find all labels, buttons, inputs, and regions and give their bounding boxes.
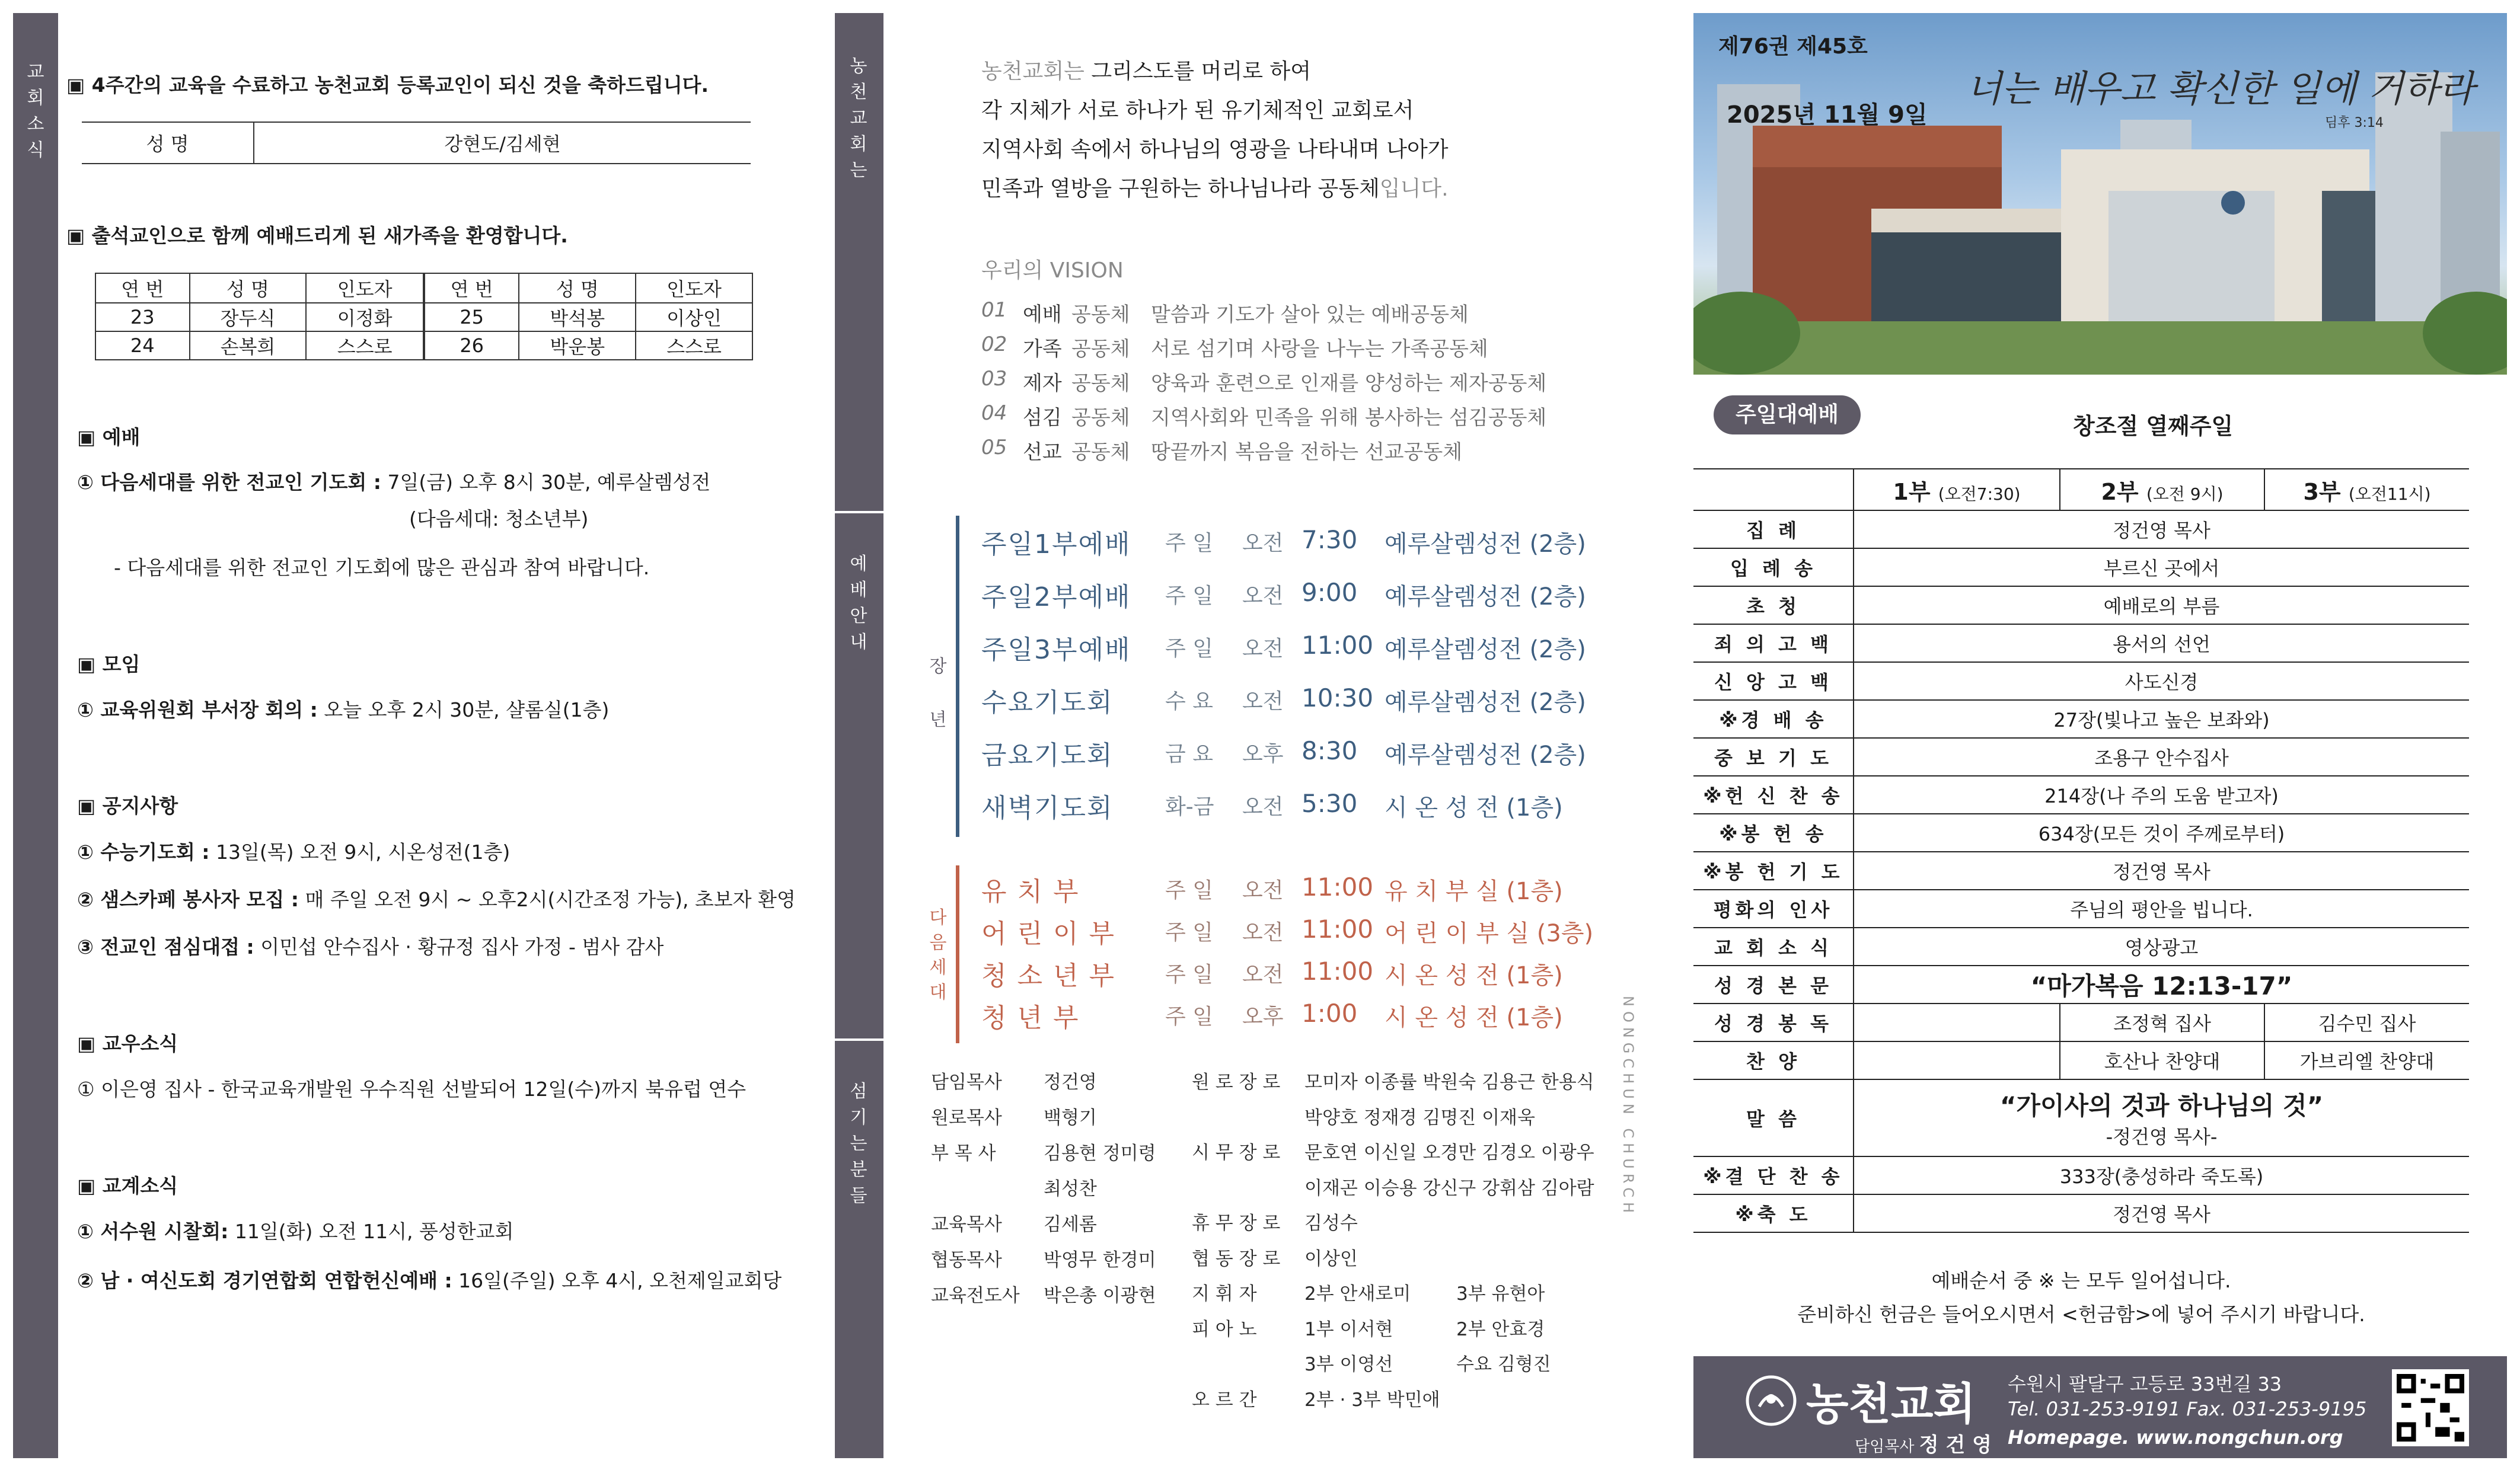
service-place: 유 치 부 실 (1층) [1385,878,1563,905]
notice-item-1 [77,837,510,865]
staff-names: 정건영 [1044,1072,1097,1093]
district-item-2-text: 16일(주일) 오후 4시, 오천제일교회당 [452,1269,782,1292]
staff-names: 최성찬 [1044,1178,1097,1200]
staff-names: 2부 안새로미 [1304,1283,1411,1305]
notice-item-1-text: 13일(목) 오전 9시, 시온성전(1층) [209,841,511,864]
service-ampm: 오전 [1242,531,1284,555]
notice-item-2-label: ② 샘스카페 봉사자 모집 : [77,888,299,911]
vision-description: 지역사회와 민족을 위해 봉사하는 섬김공동체 [1151,406,1547,430]
church-address: 수원시 팔달구 고등로 33번길 33 [2008,1373,2282,1395]
order-row [1693,1004,2469,1041]
order-header-3-sub: (오전11시) [2348,484,2431,504]
sidebar-char: 세 [929,957,947,978]
staff-role: 지 휘 자 [1192,1283,1257,1305]
district-item-1-text: 11일(화) 오전 11시, 풍성한교회 [228,1220,514,1243]
notice-item-3 [77,932,664,960]
staff-role: 협 동 장 로 [1192,1248,1281,1270]
order-header-empty [1693,469,1854,510]
sidebar-char: 다 [929,907,947,928]
vision-keyword: 선교 [1023,440,1062,464]
order-value: 사도신경 [1854,662,2469,700]
service-name: 주일2부예배 [981,582,1131,612]
church-phone: Tel. 031-253-9191 Fax. 031-253-9195 [2008,1398,2367,1420]
service-place: 시 온 성 전 (1층) [1385,1004,1563,1031]
order-value: 부르신 곳에서 [1854,548,2469,586]
district-item-1-label: ① 서수원 시찰회: [77,1220,229,1243]
worship-item-1-text: 7일(금) 오후 8시 30분, 예루살렘성전 [381,471,711,494]
sidebar-label-next-gen [925,906,951,1005]
order-row [1693,624,2469,662]
service-time: 11:00 [1302,873,1374,902]
service-name: 주일1부예배 [981,529,1131,560]
order-value: 예배로의 부름 [1854,586,2469,624]
service-time: 11:00 [1302,957,1374,986]
date-label: 2025년 11월 9일 [1727,101,1928,129]
order-header-3 [2264,469,2469,510]
sidebar-char: 장 [929,656,947,677]
church-footer [1693,1356,2507,1458]
church-name: 농천교회 [1806,1379,1976,1430]
order-row [1693,966,2469,1004]
newcomer-cell: 스스로 [306,331,424,360]
order-value: 27장(빛나고 높은 보좌와) [1854,700,2469,738]
service-title: 창조절 열째주일 [2073,413,2234,439]
staff-role: 교육전도사 [931,1285,1020,1306]
service-day: 주 일 [1165,878,1213,903]
sidebar-char: 섬 [850,1081,867,1102]
staff-names: 이재곤 이승용 강신구 강휘삼 김아람 [1304,1177,1594,1199]
service-name: 유 치 부 [981,877,1080,907]
service-day: 수 요 [1165,689,1213,714]
intro-part: 지역사회 속에서 하나님의 영광을 나타내며 나아가 [981,138,1449,162]
staff-names: 김성수 [1304,1213,1358,1234]
order-row [1693,662,2469,700]
order-row [1693,1041,2469,1079]
service-ampm: 오전 [1242,637,1284,661]
order-header-row [1693,469,2469,510]
staff-role: 원로목사 [931,1107,1002,1129]
worship-item-1-sub: (다음세대: 청소년부) [409,507,589,531]
order-value: 영상광고 [1854,928,2469,966]
volume-label: 제76권 제45호 [1718,34,1868,59]
service-place: 예루살렘성전 (2층) [1385,583,1586,611]
worship-item-1-label: ① 다음세대를 위한 전교인 기도회 : [77,471,381,494]
newcomer-cell: 26 [424,331,519,360]
sidebar-char: 회 [850,134,867,155]
order-row [1693,776,2469,814]
order-label: 집 례 [1693,510,1854,548]
service-day: 주 일 [1165,531,1213,555]
registered-notice: ▣ 4주간의 교육을 수료하고 농천교회 등록교인이 되신 것을 축하드립니다. [66,74,709,97]
district-item-1 [77,1216,513,1244]
order-value: 용서의 선언 [1854,624,2469,662]
sidebar-divider [835,1038,883,1041]
vision-keyword-suffix: 공동체 [1071,406,1130,430]
notices-section-title: ▣ 공지사항 [77,794,178,817]
vision-keyword: 가족 [1023,337,1062,361]
service-time: 11:00 [1302,915,1374,944]
order-label: 말 씀 [1693,1079,1854,1156]
staff-names: 수요 김형진 [1456,1354,1551,1375]
order-label: ※봉 헌 송 [1693,814,1854,852]
sidebar-char: 교 [27,62,44,82]
intro-line-4 [981,172,1449,202]
order-header-1-sub: (오전7:30) [1938,484,2021,504]
qr-code-icon[interactable] [2392,1369,2469,1446]
newcomer-cell: 스스로 [636,331,752,360]
sidebar-char: 기 [850,1107,867,1128]
service-day: 화-금 [1165,795,1214,819]
service-ampm: 오후 [1242,1005,1284,1029]
staff-names: 2부 · 3부 박민애 [1304,1389,1440,1411]
service-name: 금요기도회 [981,740,1114,771]
intro-part: 그리스도를 머리로 하여 [1091,59,1311,84]
order-label: 초 청 [1693,586,1854,624]
members-section-title: ▣ 교우소식 [77,1032,178,1055]
order-value: “마가복음 12:13-17” [1854,966,2469,1004]
welcome-notice: ▣ 출석교인으로 함께 예배드리게 된 새가족을 환영합니다. [66,224,568,247]
service-place: 예루살렘성전 (2층) [1385,636,1586,663]
order-value: 주님의 평안을 빕니다. [1854,890,2469,928]
qr-pattern [2397,1374,2464,1442]
meeting-section-title: ▣ 모임 [77,653,141,676]
newcomer-cell: 장두식 [190,303,307,331]
service-badge: 주일대예배 [1714,395,1861,434]
service-place: 예루살렘성전 (2층) [1385,742,1586,769]
order-row [1693,814,2469,852]
newcomer-header: 연 번 [95,273,190,303]
newcomer-header: 성 명 [519,273,636,303]
vision-keyword-suffix: 공동체 [1071,372,1130,395]
service-day: 주 일 [1165,637,1213,661]
registered-table [82,122,751,164]
intro-line-1 [981,55,1311,85]
order-row [1693,548,2469,586]
newcomer-cell: 손복희 [190,331,307,360]
service-ampm: 오전 [1242,795,1284,819]
order-header-1-main: 1부 [1893,478,1931,505]
vision-title: 우리의 VISION [981,258,1124,283]
meeting-item-1-text: 오늘 오후 2시 30분, 샬롬실(1층) [317,698,610,721]
order-header-2-sub: (오전 9시) [2146,484,2224,504]
newcomer-header: 성 명 [190,273,307,303]
sermon-cell [1854,1079,2469,1156]
sermon-speaker: -정건영 목사- [2106,1126,2218,1148]
order-value: 정건영 목사 [1854,852,2469,890]
vision-number: 03 [981,367,1007,391]
staff-role: 교육목사 [931,1214,1002,1235]
pastor-line [1855,1429,1992,1458]
staff-names: 2부 안효경 [1456,1318,1545,1340]
district-item-2-label: ② 남 · 여신도회 경기연합회 연합헌신예배 : [77,1269,452,1292]
order-value: 정건영 목사 [1854,510,2469,548]
newcomer-cell: 박석봉 [519,303,636,331]
newcomer-cell: 박운봉 [519,331,636,360]
intro-line-3 [981,133,1449,163]
newcomer-cell: 25 [424,303,519,331]
vision-keyword-suffix: 공동체 [1071,337,1130,361]
church-logo-icon [1744,1374,1798,1427]
order-header-3-main: 3부 [2303,478,2341,505]
vision-keyword-suffix: 공동체 [1071,440,1130,464]
order-value-empty [1854,1004,2060,1041]
sidebar-divider [835,511,883,513]
staff-names: 3부 유현아 [1456,1283,1545,1305]
staff-role: 협동목사 [931,1250,1002,1271]
staff-names: 3부 이영선 [1304,1354,1393,1375]
service-ampm: 오전 [1242,584,1284,608]
vision-number: 02 [981,333,1007,356]
newcomer-cell: 이정화 [306,303,424,331]
staff-role: 담임목사 [931,1072,1002,1093]
members-item-1: ① 이은영 집사 - 한국교육개발원 우수직원 선발되어 12일(수)까지 북유럽 연수 [77,1078,747,1101]
service-place: 예루살렘성전 (2층) [1385,531,1586,558]
vision-keyword-suffix: 공동체 [1071,303,1130,327]
sidebar-char: 농 [850,56,867,76]
service-ampm: 오전 [1242,921,1284,945]
sidebar-char: 는 [850,160,867,181]
staff-role: 시 무 장 로 [1192,1142,1281,1164]
newcomer-header: 인도자 [636,273,752,303]
left-sidebar [13,13,58,1458]
order-label: ※결 단 찬 송 [1693,1156,1854,1194]
order-label: 입 례 송 [1693,548,1854,586]
service-time: 8:30 [1302,736,1358,765]
newcomer-header: 인도자 [306,273,424,303]
order-label: ※축 도 [1693,1194,1854,1232]
vision-number: 04 [981,401,1007,425]
offering-note: 준비하신 헌금은 들어오시면서 <헌금함>에 넣어 주시기 바랍니다. [1797,1303,2365,1326]
sidebar-char: 대 [929,982,947,1003]
vision-description: 서로 섬기며 사랑을 나누는 가족공동체 [1151,337,1488,361]
order-label: 평화의 인사 [1693,890,1854,928]
sidebar-char: 분 [850,1159,867,1180]
order-row [1693,1156,2469,1194]
service-name: 새벽기도회 [981,793,1114,823]
order-row-sermon [1693,1079,2469,1156]
service-name: 주일3부예배 [981,635,1131,665]
sidebar-label-servants [846,1079,872,1209]
service-day: 주 일 [1165,1005,1213,1029]
service-time: 10:30 [1302,683,1374,712]
service-time: 11:00 [1302,631,1374,660]
intro-part: 입니다. [1379,177,1449,201]
order-label: 중 보 기 도 [1693,738,1854,776]
order-label: 성 경 본 문 [1693,966,1854,1004]
sidebar-char: 식 [27,140,44,161]
staff-names: 1부 이서현 [1304,1318,1393,1340]
order-label: 성 경 봉 독 [1693,1004,1854,1041]
staff-names: 모미자 이종률 박원숙 김용근 한용식 [1304,1072,1594,1093]
left-sidebar-label [23,59,49,164]
sidebar-char: 천 [850,82,867,103]
worship-section-title: ▣ 예배 [77,426,141,449]
order-value: 214장(나 주의 도움 받고자) [1854,776,2469,814]
vision-description: 양육과 훈련으로 인재를 양성하는 제자공동체 [1151,372,1547,395]
vision-number: 01 [981,298,1007,322]
service-day: 주 일 [1165,963,1213,987]
order-label: ※헌 신 찬 송 [1693,776,1854,814]
motto-reference: 딤후 3:14 [2325,116,2384,130]
order-value: 333장(충성하라 죽도록) [1854,1156,2469,1194]
service-name: 청 년 부 [981,1003,1080,1033]
service-name: 어 린 이 부 [981,919,1115,949]
notice-item-3-text: 이민섭 안수집사 · 황규정 집사 가정 - 범사 감사 [254,935,664,958]
sidebar-char: 년 [929,710,947,730]
order-value: 호산나 찬양대 [2060,1041,2264,1079]
newcomer-cell: 24 [95,331,190,360]
order-value: 634장(모든 것이 주께로부터) [1854,814,2469,852]
service-day: 주 일 [1165,921,1213,945]
cover-image [1693,13,2507,375]
service-time: 1:00 [1302,999,1358,1028]
registered-label: 성 명 [82,122,254,164]
sidebar-char: 회 [27,88,44,108]
order-label: 찬 양 [1693,1041,1854,1079]
order-row [1693,852,2469,890]
service-time: 7:30 [1302,525,1358,554]
vision-description: 말씀과 기도가 살아 있는 예배공동체 [1151,303,1469,327]
sidebar-char: 배 [850,580,867,600]
district-section-title: ▣ 교계소식 [77,1174,178,1197]
order-of-service-table [1693,468,2469,1233]
sidebar-char: 소 [27,114,44,135]
order-header-2 [2060,469,2264,510]
order-value-empty [1854,1041,2060,1079]
vision-keyword: 예배 [1023,303,1062,327]
order-label: ※봉 헌 기 도 [1693,852,1854,890]
pastor-name: 정 건 영 [1919,1433,1992,1457]
vision-description: 땅끝까지 복음을 전하는 선교공동체 [1151,440,1463,464]
staff-names: 박영무 한경미 [1044,1250,1156,1271]
sidebar-label-adult [925,640,951,747]
order-row [1693,890,2469,928]
order-row [1693,738,2469,776]
sidebar-char: 내 [850,632,867,653]
notice-item-3-label: ③ 전교인 점심대접 : [77,935,254,958]
registered-value: 강현도/김세현 [254,122,751,164]
vision-keyword: 제자 [1023,372,1062,395]
order-row [1693,1194,2469,1232]
staff-role: 오 르 간 [1192,1389,1257,1411]
order-value: 조정혁 집사 [2060,1004,2264,1041]
meeting-item-1-label: ① 교육위원회 부서장 회의 : [77,698,318,721]
order-header-1 [1854,469,2060,510]
sidebar-label-about [846,53,872,184]
worship-item-1 [77,467,710,495]
service-name: 수요기도회 [981,688,1114,718]
intro-part: 농천교회는 [981,59,1092,84]
service-time: 9:00 [1302,578,1358,607]
pastor-label: 담임목사 [1855,1438,1915,1456]
sidebar-char: 음 [929,932,947,953]
order-value: 정건영 목사 [1854,1194,2469,1232]
order-label: ※경 배 송 [1693,700,1854,738]
sidebar-label-worship-guide [846,551,872,656]
sermon-title: “가이사의 것과 하나님의 것” [1999,1091,2324,1120]
youth-bar [956,865,959,1043]
staff-names: 박양호 정재경 김명진 이재욱 [1304,1107,1535,1129]
staff-names: 박은총 이광현 [1044,1285,1156,1306]
service-place: 어 린 이 부 실 (3층) [1385,920,1594,947]
sidebar-char: 는 [850,1133,867,1154]
newcomer-cell: 23 [95,303,190,331]
church-homepage: Homepage. www.nongchun.org [2008,1426,2343,1449]
order-body [1693,510,2469,1232]
order-row [1693,928,2469,966]
service-ampm: 오전 [1242,963,1284,987]
staff-names: 김용현 정미령 [1044,1143,1156,1164]
newcomer-table [95,273,753,360]
newcomer-cell: 이상인 [636,303,752,331]
staff-names: 김세롬 [1044,1214,1097,1235]
service-day: 주 일 [1165,584,1213,608]
notice-item-1-label: ① 수능기도회 : [77,841,210,864]
order-value: 조용구 안수집사 [1854,738,2469,776]
order-label: 죄 의 고 백 [1693,624,1854,662]
staff-role: 원 로 장 로 [1192,1072,1281,1093]
sidebar-char: 들 [850,1185,867,1206]
staff-names: 문호연 이신일 오경만 김경오 이광우 [1304,1142,1594,1164]
worship-item-1-note: - 다음세대를 위한 전교인 기도회에 많은 관심과 참여 바랍니다. [114,556,650,579]
order-header-2-main: 2부 [2101,478,2139,505]
service-place: 시 온 성 전 (1층) [1385,794,1563,822]
standing-note: 예배순서 중 ※ 는 모두 일어섭니다. [1931,1269,2231,1292]
meeting-item-1 [77,695,609,723]
notice-item-2 [77,884,796,912]
motto: 너는 배우고 확신한 일에 거하라 [1966,67,2475,110]
intro-line-2 [981,94,1414,124]
staff-role: 피 아 노 [1192,1318,1257,1340]
order-label: 교 회 소 식 [1693,928,1854,966]
intro-part: 민족과 열방을 구원하는 하나님나라 공동체 [981,177,1380,201]
service-ampm: 오후 [1242,742,1284,766]
sidebar-char: 예 [850,554,867,574]
service-day: 금 요 [1165,742,1213,766]
staff-names: 이상인 [1304,1248,1358,1270]
service-name: 청 소 년 부 [981,961,1115,991]
staff-role: 휴 무 장 로 [1192,1213,1281,1234]
order-value: 김수민 집사 [2264,1004,2469,1041]
vision-number: 05 [981,436,1007,459]
service-place: 시 온 성 전 (1층) [1385,962,1563,989]
order-row [1693,510,2469,548]
order-row [1693,586,2469,624]
order-row [1693,700,2469,738]
middle-sidebar [835,13,883,1458]
order-value: 가브리엘 찬양대 [2264,1041,2469,1079]
district-item-2 [77,1266,781,1293]
staff-names: 백형기 [1044,1107,1097,1129]
side-watermark: NONGCHUN CHURCH [1620,996,1637,1218]
service-place: 예루살렘성전 (2층) [1385,689,1586,716]
order-label: 신 앙 고 백 [1693,662,1854,700]
service-time: 5:30 [1302,789,1358,818]
sidebar-char: 교 [850,108,867,129]
service-ampm: 오전 [1242,878,1284,903]
newcomer-header: 연 번 [424,273,519,303]
intro-part: 각 지체가 서로 하나가 된 유기체적인 교회로서 [981,98,1414,123]
notice-item-2-text: 매 주일 오전 9시 ~ 오후2시(시간조정 가능), 초보자 환영 [299,888,796,911]
service-ampm: 오전 [1242,689,1284,714]
vision-keyword: 섬김 [1023,406,1062,430]
adult-bar [956,516,959,837]
sidebar-char: 안 [850,606,867,627]
staff-role: 부 목 사 [931,1143,996,1164]
